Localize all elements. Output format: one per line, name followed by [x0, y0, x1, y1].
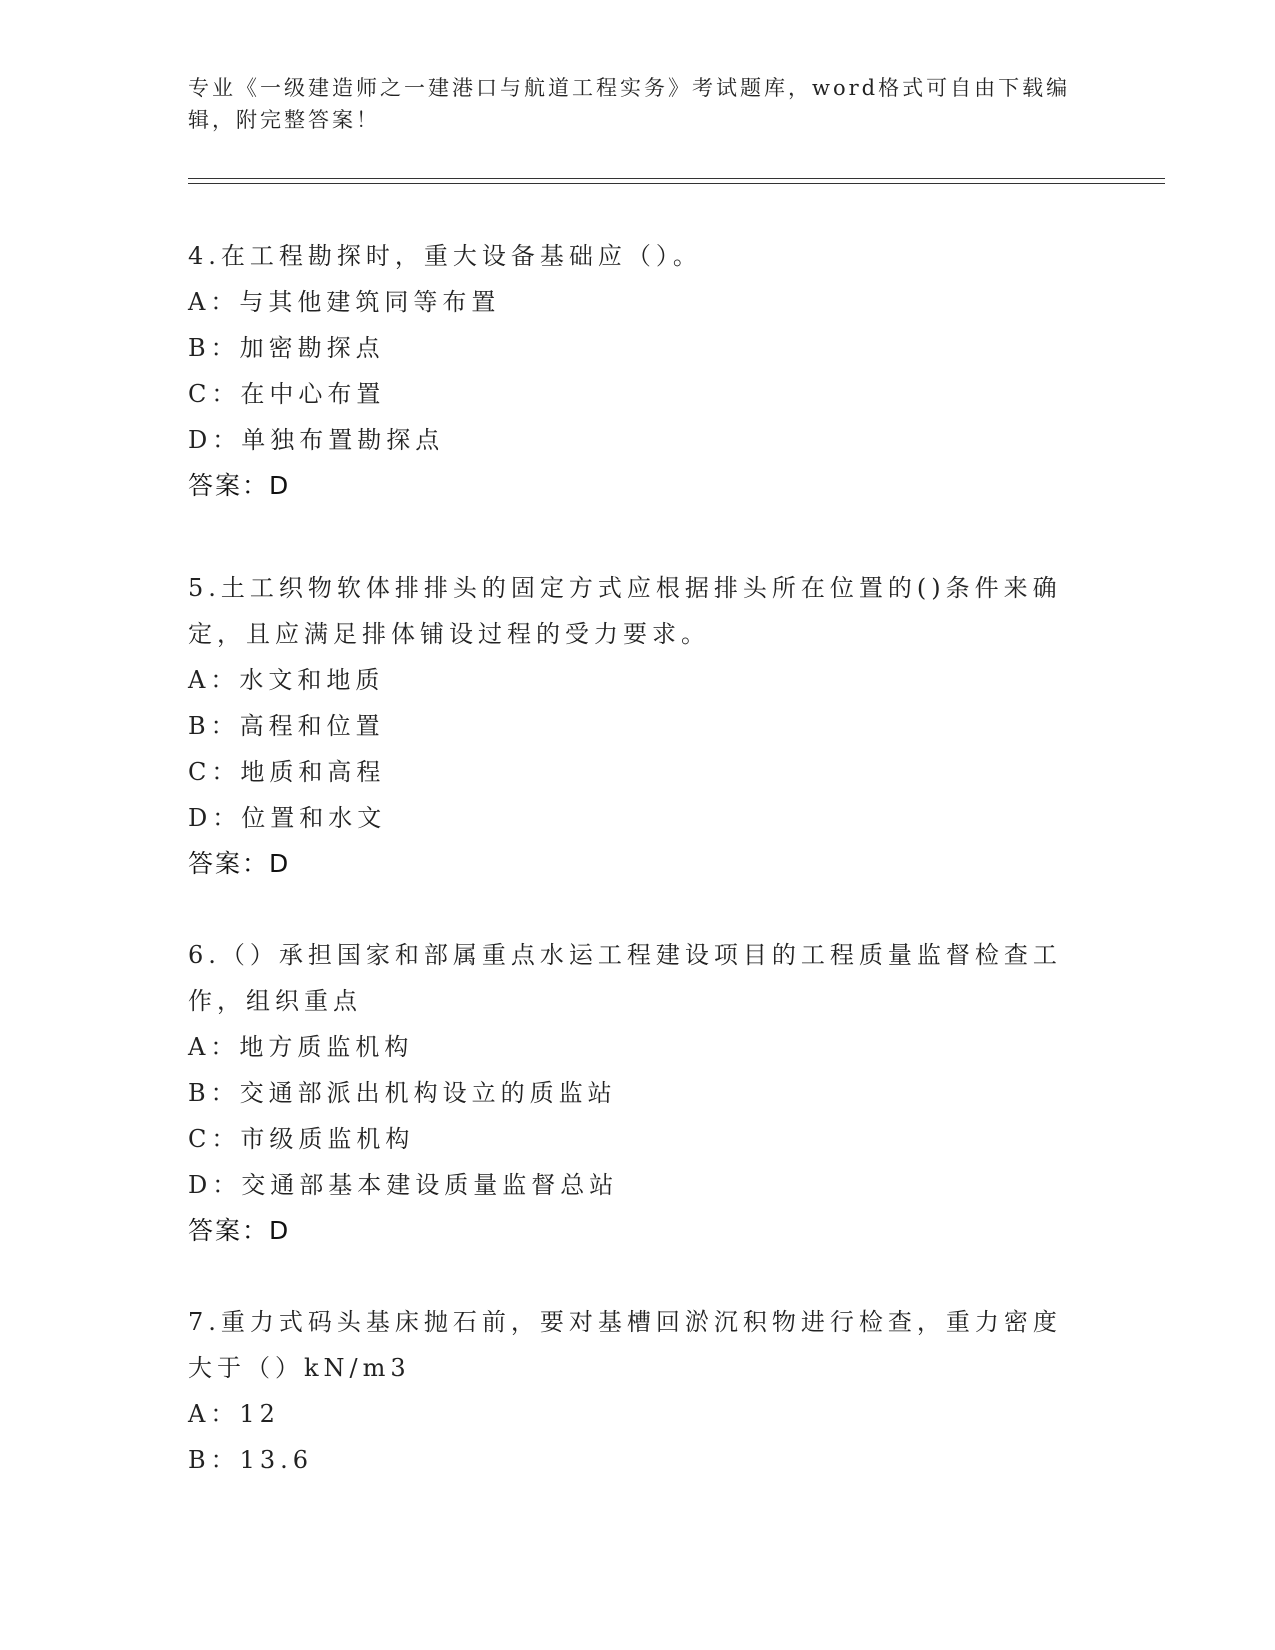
header-divider-bottom	[188, 183, 1165, 184]
question-7	[188, 1299, 1068, 1483]
option-d: D：单独布置勘探点	[188, 426, 445, 454]
option-a: A：水文和地质	[188, 666, 385, 694]
answer: 答案：D	[188, 471, 291, 500]
option-b: B：加密勘探点	[188, 334, 385, 362]
question-5	[188, 565, 1068, 887]
question-4	[188, 233, 1068, 509]
option-b: B：交通部派出机构设立的质监站	[188, 1079, 617, 1107]
option-a: A：地方质监机构	[188, 1033, 414, 1061]
option-c: C：市级质监机构	[188, 1125, 415, 1153]
option-b: B：高程和位置	[188, 712, 385, 740]
answer: 答案：D	[188, 849, 291, 878]
option-b: B：13.6	[188, 1446, 314, 1474]
header-divider-top	[188, 178, 1165, 179]
document-header: 专业《一级建造师之一建港口与航道工程实务》考试题库，word格式可自由下载编辑，附完整答案！	[188, 76, 1071, 132]
option-c: C：在中心布置	[188, 380, 386, 408]
option-c: C：地质和高程	[188, 758, 386, 786]
question-stem: 7.重力式码头基床抛石前，要对基槽回淤沉积物进行检查，重力密度大于（）kN/m3	[188, 1308, 1062, 1382]
question-6	[188, 932, 1068, 1254]
option-a: A：12	[188, 1400, 280, 1428]
answer: 答案：D	[188, 1216, 291, 1245]
question-stem: 5.土工织物软体排排头的固定方式应根据排头所在位置的()条件来确定，且应满足排体铺设过程的受力要求。	[188, 574, 1062, 648]
option-d: D：交通部基本建设质量监督总站	[188, 1171, 619, 1199]
question-stem: 4.在工程勘探时，重大设备基础应（）。	[188, 242, 702, 270]
question-stem: 6.（）承担国家和部属重点水运工程建设项目的工程质量监督检查工作，组织重点	[188, 941, 1062, 1015]
option-d: D：位置和水文	[188, 804, 387, 832]
option-a: A：与其他建筑同等布置	[188, 288, 501, 316]
